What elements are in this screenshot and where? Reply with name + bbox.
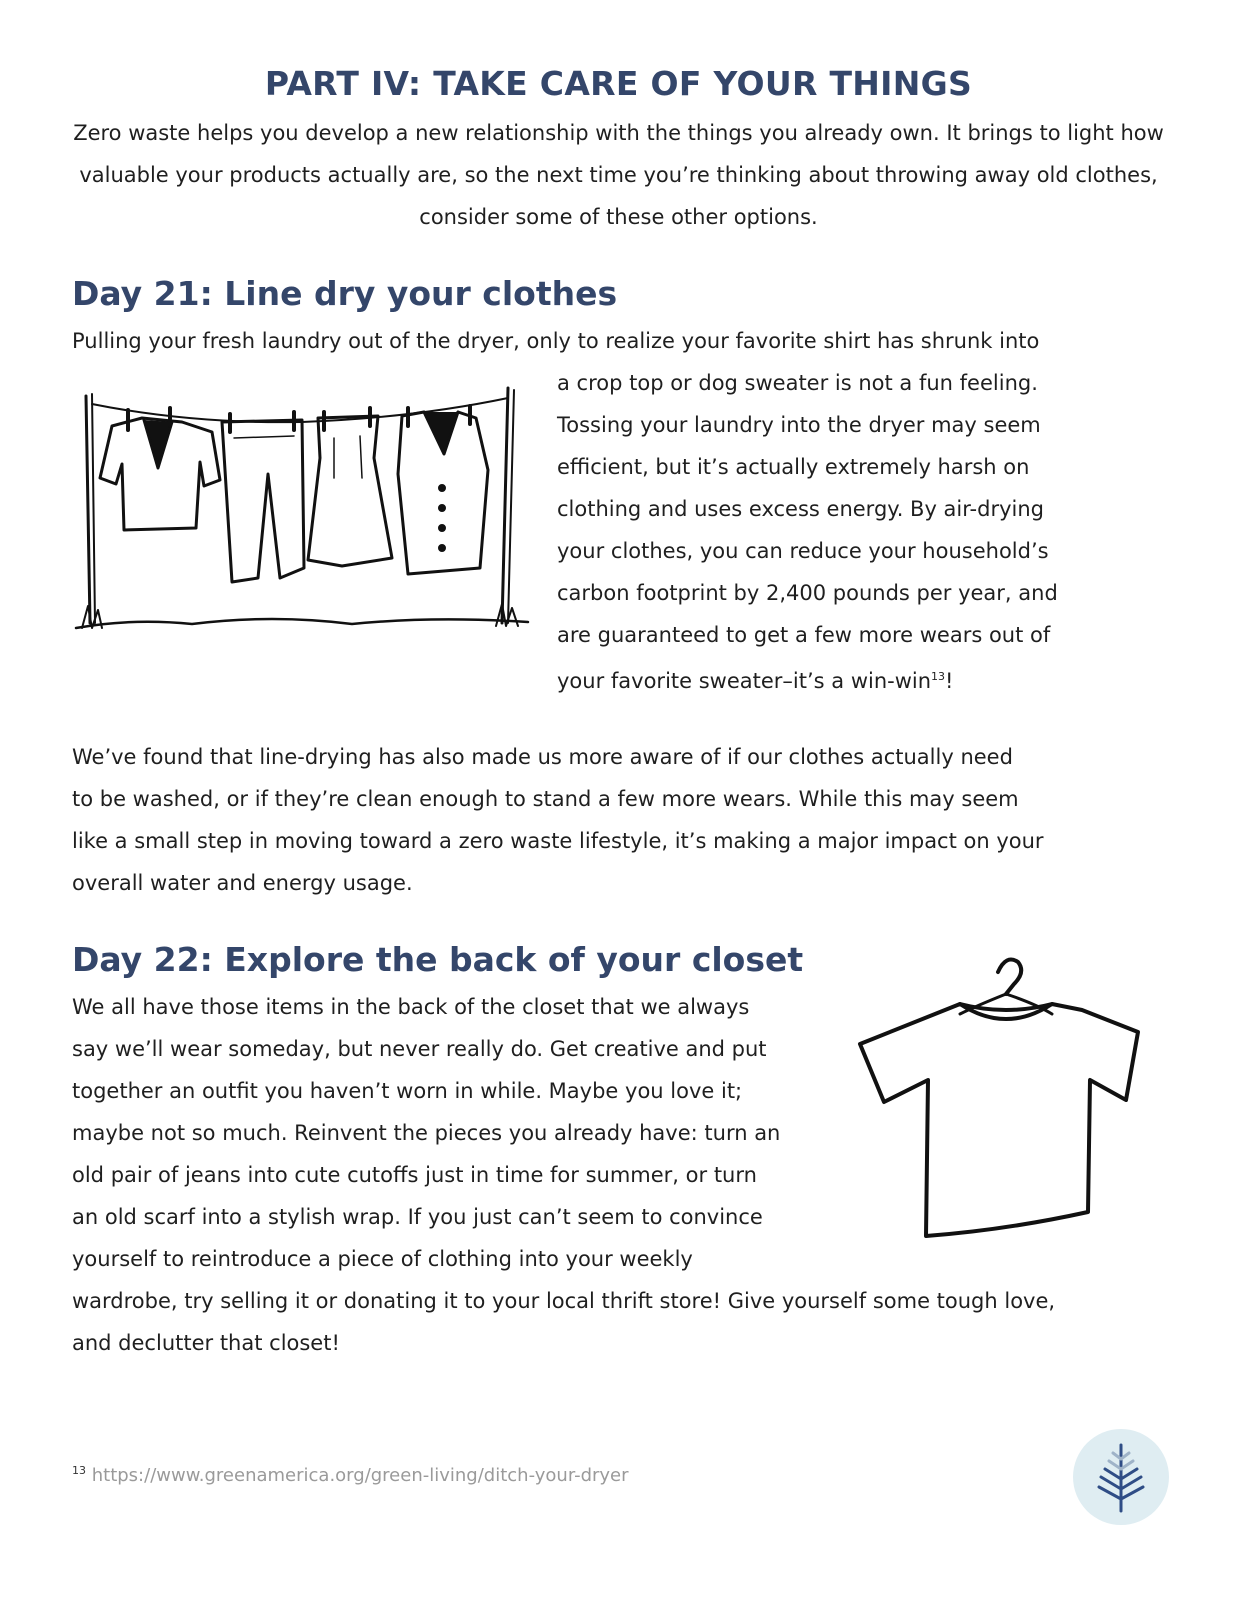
day21-line-4: efficient, but it’s actually extremely harsh on: [557, 455, 1030, 479]
tree-logo-icon: [1073, 1429, 1169, 1525]
day21-line-9-text: your favorite sweater–it’s a win-win: [557, 669, 932, 693]
day21-line-5: clothing and uses excess energy. By air-drying: [557, 497, 1044, 521]
day21-line-8: are guaranteed to get a few more wears out of: [557, 623, 1051, 647]
footnote-number: 13: [72, 1464, 86, 1477]
tree-glyph: [1073, 1429, 1169, 1525]
day21-line-6: your clothes, you can reduce your household’s: [557, 539, 1049, 563]
day21-line-3: Tossing your laundry into the dryer may seem: [557, 413, 1041, 437]
part-title: PART IV: TAKE CARE OF YOUR THINGS: [264, 64, 973, 103]
day22-line-1: We all have those items in the back of the closet that we always: [72, 995, 750, 1019]
intro-paragraph: Zero waste helps you develop a new relationship with the things you already own. It brings to light how valuable your products actually are, so the next time you’re thinking about throwing away old clothes, consider some of these other options.: [73, 121, 1164, 229]
day21-line-9: [557, 656, 953, 702]
footnote: [72, 1464, 629, 1486]
day21-line-2: a crop top or dog sweater is not a fun feeling.: [557, 371, 1038, 395]
day22-line-9: and declutter that closet!: [72, 1331, 340, 1355]
day21-para2-line-2: to be washed, or if they’re clean enough to stand a few more wears. While this may seem: [72, 787, 1019, 811]
day22-line-5: old pair of jeans into cute cutoffs just in time for summer, or turn: [72, 1163, 757, 1187]
day21-para2-line-3: like a small step in moving toward a zero waste lifestyle, it’s making a major impact on your: [72, 829, 1044, 853]
day22-line-4: maybe not so much. Reinvent the pieces you already have: turn an: [72, 1121, 781, 1145]
day22-line-8: wardrobe, try selling it or donating it to your local thrift store! Give yourself some tough love,: [72, 1289, 1056, 1313]
day22-line-2: say we’ll wear someday, but never really do. Get creative and put: [72, 1037, 767, 1061]
day22-heading: Day 22: Explore the back of your closet: [72, 940, 804, 979]
day21-line-7: carbon footprint by 2,400 pounds per year, and: [557, 581, 1058, 605]
day22-line-6: an old scarf into a stylish wrap. If you just can’t seem to convince: [72, 1205, 763, 1229]
day22-line-3: together an outfit you haven’t worn in while. Maybe you love it;: [72, 1079, 743, 1103]
tshirt-on-hanger-illustration: [856, 950, 1146, 1250]
footnote-url[interactable]: https://www.greenamerica.org/green-living/ditch-your-dryer: [91, 1465, 629, 1486]
day21-line-9-end: !: [945, 669, 954, 693]
day21-para2-line-4: overall water and energy usage.: [72, 871, 413, 895]
day21-para2-line-1: We’ve found that line-drying has also made us more aware of if our clothes actually need: [72, 745, 1013, 769]
day21-line-1: Pulling your fresh laundry out of the dryer, only to realize your favorite shirt has shrunk into: [72, 329, 1040, 353]
footnote-ref[interactable]: 13: [931, 670, 946, 683]
clothesline-illustration: [72, 378, 532, 638]
day21-heading: Day 21: Line dry your clothes: [72, 274, 618, 313]
day22-line-7: yourself to reintroduce a piece of clothing into your weekly: [72, 1247, 693, 1271]
